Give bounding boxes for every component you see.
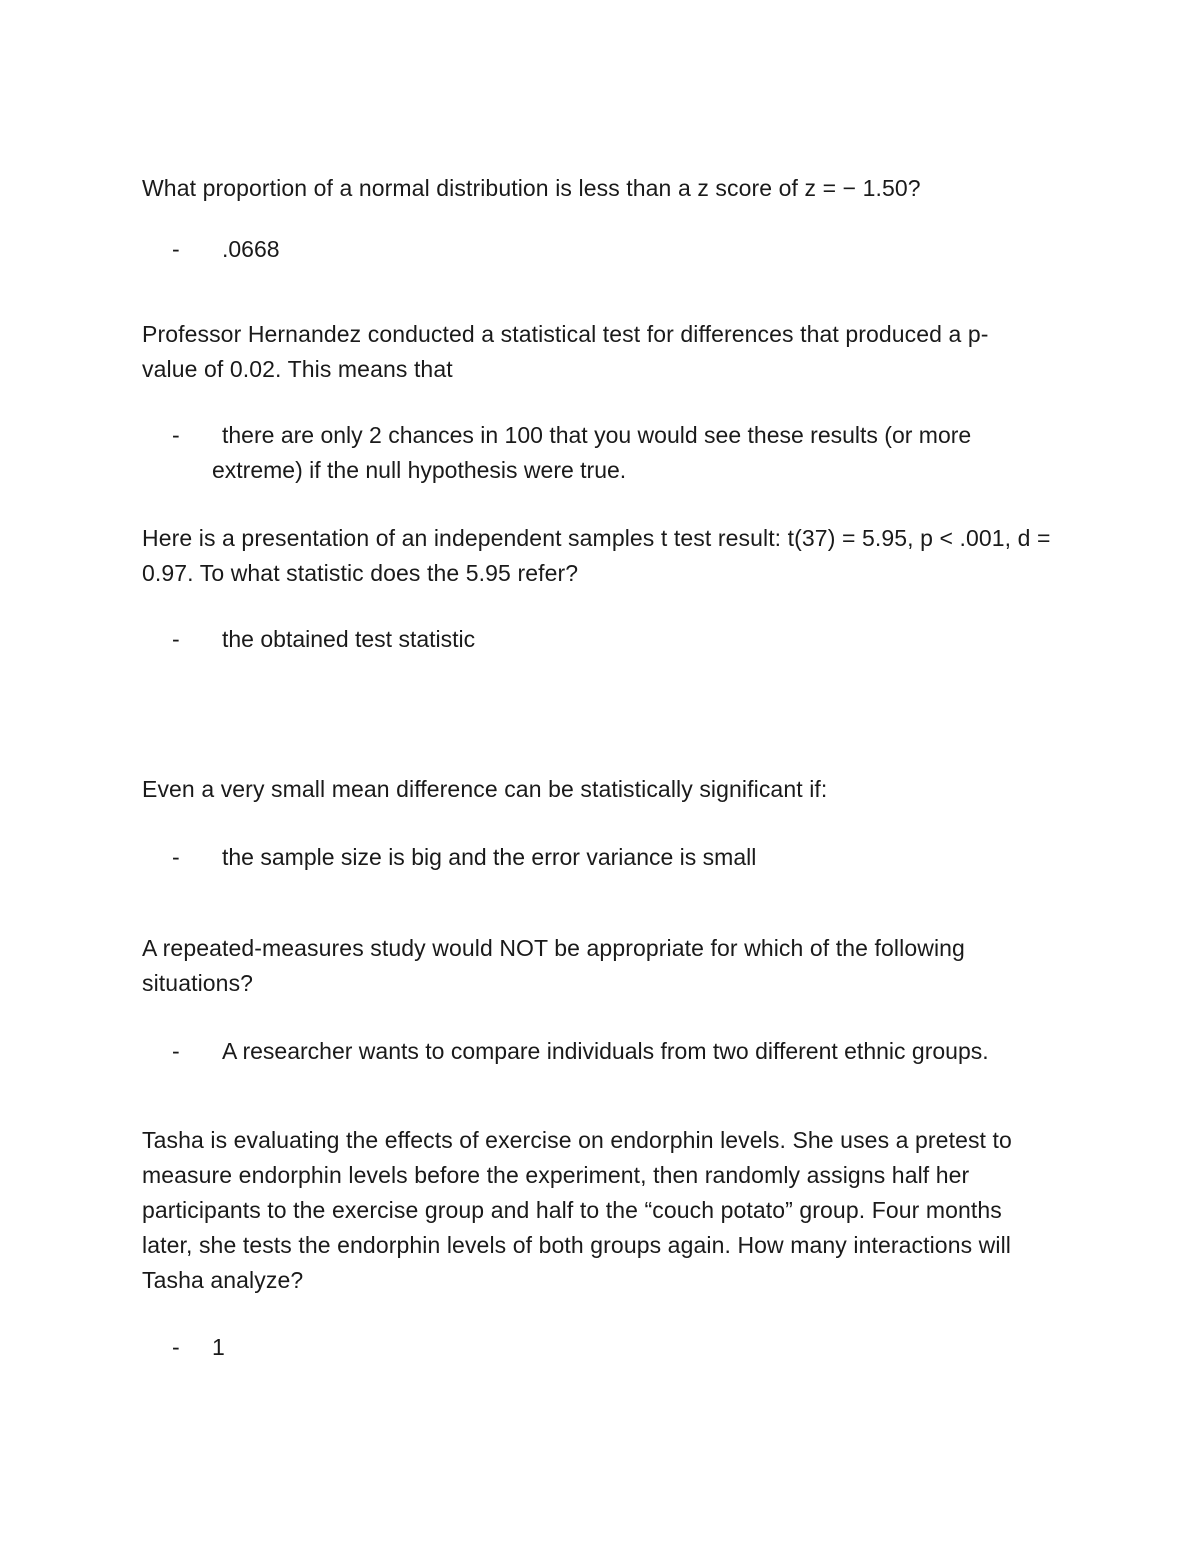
answer-2: [172, 418, 992, 488]
list-bullet: -: [172, 422, 180, 448]
question-5: [142, 931, 1002, 1001]
list-bullet: -: [172, 1038, 180, 1064]
list-bullet: -: [172, 844, 180, 870]
answer-text: A researcher wants to compare individuals from two different ethnic groups.: [222, 1038, 989, 1064]
question-text: What proportion of a normal distribution is less than a z score of z = − 1.50?: [142, 175, 921, 201]
question-text: Tasha is evaluating the effects of exercise on endorphin levels. She uses a pretest to measure endorphin levels before the experiment, then randomly assigns half her participants to the exercise group and half to the “couch potato” group. Four months later, she tests the endorphin levels of both groups again. How many interactions will Tasha analyze?: [142, 1127, 1012, 1293]
question-1: [142, 171, 1062, 206]
question-3: [142, 521, 1072, 591]
question-text: Even a very small mean difference can be statistically significant if:: [142, 776, 828, 802]
question-text: Professor Hernandez conducted a statistical test for differences that produced a p-value of 0.02. This means that: [142, 321, 989, 382]
answer-text: the obtained test statistic: [222, 626, 476, 652]
question-4: [142, 772, 1062, 807]
answer-1: [172, 232, 1032, 267]
list-bullet: -: [172, 626, 180, 652]
answer-4: [172, 840, 1032, 875]
answer-text: .0668: [222, 236, 280, 262]
question-6: [142, 1123, 1042, 1298]
list-bullet: -: [172, 236, 180, 262]
answer-text: 1: [212, 1334, 225, 1360]
answer-3: [172, 622, 1032, 657]
answer-5: [172, 1034, 1032, 1069]
question-2: [142, 317, 1022, 387]
answer-6: [172, 1330, 1032, 1365]
answer-text: there are only 2 chances in 100 that you would see these results (or more extreme) if the null hypothesis were true.: [212, 422, 972, 483]
question-text: Here is a presentation of an independent samples t test result: t(37) = 5.95, p < .001, d = 0.97. To what statistic does the 5.95 refer?: [142, 525, 1051, 586]
answer-text: the sample size is big and the error variance is small: [222, 844, 757, 870]
list-bullet: -: [172, 1334, 180, 1360]
question-text: A repeated-measures study would NOT be appropriate for which of the following situations?: [142, 935, 965, 996]
